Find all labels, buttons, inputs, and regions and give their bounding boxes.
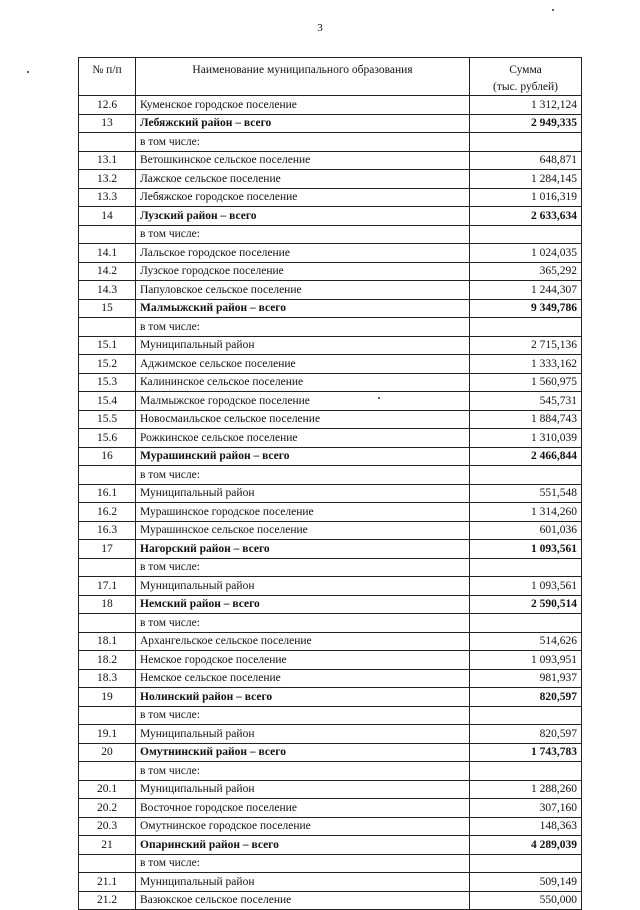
table-row xyxy=(79,780,582,799)
row-number-cell: 13.1 xyxy=(79,151,136,170)
scan-speck-dot xyxy=(27,71,29,73)
row-name-cell: Новосмаильское сельское поселение xyxy=(136,410,470,429)
row-number-cell: 20.2 xyxy=(79,799,136,818)
row-number-cell xyxy=(79,133,136,152)
row-name-cell: Немское городское поселение xyxy=(136,651,470,670)
table-row xyxy=(79,225,582,244)
row-number-cell: 21.2 xyxy=(79,891,136,910)
table-row xyxy=(79,614,582,633)
row-number-cell xyxy=(79,466,136,485)
row-number-cell: 16.2 xyxy=(79,503,136,522)
table-row xyxy=(79,817,582,836)
row-amount-cell: 509,149 xyxy=(470,873,582,892)
row-name-cell: Калининское сельское поселение xyxy=(136,373,470,392)
table-row xyxy=(79,651,582,670)
table-row xyxy=(79,632,582,651)
table-row xyxy=(79,355,582,374)
district-total-row xyxy=(79,743,582,762)
table-row xyxy=(79,170,582,189)
row-amount-cell: 2 715,136 xyxy=(470,336,582,355)
row-name-cell: Нолинский район – всего xyxy=(136,688,470,707)
row-number-cell: 13.3 xyxy=(79,188,136,207)
row-name-cell: в том числе: xyxy=(136,133,470,152)
row-name-cell: Омутнинское городское поселение xyxy=(136,817,470,836)
row-amount-cell xyxy=(470,558,582,577)
row-amount-cell: 1 743,783 xyxy=(470,743,582,762)
district-total-row xyxy=(79,595,582,614)
row-number-cell: 18.3 xyxy=(79,669,136,688)
table-row xyxy=(79,669,582,688)
row-name-cell: Немский район – всего xyxy=(136,595,470,614)
row-name-cell: Восточное городское поселение xyxy=(136,799,470,818)
row-name-cell: Вазюкское сельское поселение xyxy=(136,891,470,910)
row-number-cell: 19.1 xyxy=(79,725,136,744)
row-number-cell: 17.1 xyxy=(79,577,136,596)
row-number-cell: 21 xyxy=(79,836,136,855)
row-number-cell xyxy=(79,762,136,781)
row-name-cell: Лузское городское поселение xyxy=(136,262,470,281)
row-amount-cell xyxy=(470,706,582,725)
row-name-cell: Опаринский район – всего xyxy=(136,836,470,855)
row-amount-cell xyxy=(470,318,582,337)
table-row xyxy=(79,373,582,392)
row-name-cell: Мурашинский район – всего xyxy=(136,447,470,466)
row-name-cell: Омутнинский район – всего xyxy=(136,743,470,762)
table-row xyxy=(79,891,582,910)
row-amount-cell: 1 560,975 xyxy=(470,373,582,392)
row-amount-cell xyxy=(470,762,582,781)
header-sum xyxy=(470,58,582,96)
row-name-cell: Муниципальный район xyxy=(136,780,470,799)
table-row xyxy=(79,762,582,781)
table-row xyxy=(79,96,582,115)
row-amount-cell: 1 024,035 xyxy=(470,244,582,263)
row-number-cell: 18 xyxy=(79,595,136,614)
row-number-cell: 20.3 xyxy=(79,817,136,836)
row-amount-cell xyxy=(470,133,582,152)
table-row xyxy=(79,188,582,207)
row-name-cell: в том числе: xyxy=(136,706,470,725)
table-row xyxy=(79,521,582,540)
row-name-cell: Куменское городское поселение xyxy=(136,96,470,115)
scan-speck-dot xyxy=(552,9,554,11)
row-amount-cell: 550,000 xyxy=(470,891,582,910)
row-amount-cell xyxy=(470,225,582,244)
row-number-cell: 21.1 xyxy=(79,873,136,892)
row-number-cell: 14.3 xyxy=(79,281,136,300)
district-total-row xyxy=(79,447,582,466)
row-number-cell xyxy=(79,558,136,577)
table-row xyxy=(79,558,582,577)
row-name-cell: в том числе: xyxy=(136,225,470,244)
table-row xyxy=(79,392,582,411)
row-number-cell: 15.3 xyxy=(79,373,136,392)
table-row xyxy=(79,336,582,355)
row-name-cell: Аджимское сельское поселение xyxy=(136,355,470,374)
row-amount-cell: 1 093,951 xyxy=(470,651,582,670)
table-row xyxy=(79,281,582,300)
row-name-cell: Муниципальный район xyxy=(136,336,470,355)
row-amount-cell: 1 016,319 xyxy=(470,188,582,207)
row-amount-cell: 551,548 xyxy=(470,484,582,503)
row-amount-cell: 820,597 xyxy=(470,688,582,707)
row-number-cell: 14.2 xyxy=(79,262,136,281)
row-amount-cell: 1 284,145 xyxy=(470,170,582,189)
row-name-cell: Муниципальный район xyxy=(136,873,470,892)
table-row xyxy=(79,151,582,170)
row-number-cell: 18.1 xyxy=(79,632,136,651)
row-name-cell: Муниципальный район xyxy=(136,577,470,596)
table-row xyxy=(79,577,582,596)
row-amount-cell: 9 349,786 xyxy=(470,299,582,318)
row-name-cell: Муниципальный район xyxy=(136,484,470,503)
row-amount-cell: 1 288,260 xyxy=(470,780,582,799)
row-amount-cell: 365,292 xyxy=(470,262,582,281)
row-amount-cell: 2 633,634 xyxy=(470,207,582,226)
row-amount-cell: 1 333,162 xyxy=(470,355,582,374)
row-amount-cell: 514,626 xyxy=(470,632,582,651)
row-number-cell: 12.6 xyxy=(79,96,136,115)
row-name-cell: Малмыжское городское поселение xyxy=(136,392,470,411)
row-amount-cell: 2 590,514 xyxy=(470,595,582,614)
row-name-cell: Мурашинское городское поселение xyxy=(136,503,470,522)
row-number-cell: 13.2 xyxy=(79,170,136,189)
table-row xyxy=(79,873,582,892)
row-number-cell: 15.1 xyxy=(79,336,136,355)
row-name-cell: Малмыжский район – всего xyxy=(136,299,470,318)
row-amount-cell: 601,036 xyxy=(470,521,582,540)
district-total-row xyxy=(79,114,582,133)
header-sum-title: Сумма xyxy=(509,64,542,76)
row-amount-cell: 148,363 xyxy=(470,817,582,836)
row-name-cell: в том числе: xyxy=(136,854,470,873)
row-amount-cell: 648,871 xyxy=(470,151,582,170)
row-number-cell: 15.4 xyxy=(79,392,136,411)
row-name-cell: Немское сельское поселение xyxy=(136,669,470,688)
table-row xyxy=(79,133,582,152)
district-total-row xyxy=(79,688,582,707)
table-row xyxy=(79,318,582,337)
row-amount-cell: 1 093,561 xyxy=(470,577,582,596)
row-name-cell: в том числе: xyxy=(136,614,470,633)
row-amount-cell: 1 312,124 xyxy=(470,96,582,115)
row-number-cell: 16.3 xyxy=(79,521,136,540)
row-number-cell: 18.2 xyxy=(79,651,136,670)
row-name-cell: в том числе: xyxy=(136,318,470,337)
row-name-cell: Муниципальный район xyxy=(136,725,470,744)
header-number: № п/п xyxy=(79,58,136,96)
row-name-cell: Ветошкинское сельское поселение xyxy=(136,151,470,170)
row-number-cell xyxy=(79,706,136,725)
header-sum-unit: (тыс. рублей) xyxy=(492,80,559,93)
table-row xyxy=(79,725,582,744)
table-header-row xyxy=(79,58,582,96)
row-number-cell: 15.6 xyxy=(79,429,136,448)
row-number-cell xyxy=(79,318,136,337)
table-row xyxy=(79,262,582,281)
table-row xyxy=(79,466,582,485)
table-row xyxy=(79,410,582,429)
row-name-cell: в том числе: xyxy=(136,466,470,485)
row-number-cell: 15.5 xyxy=(79,410,136,429)
district-total-row xyxy=(79,836,582,855)
row-number-cell: 16.1 xyxy=(79,484,136,503)
header-name: Наименование муниципального образования xyxy=(136,58,470,96)
table-row xyxy=(79,854,582,873)
row-number-cell: 15.2 xyxy=(79,355,136,374)
district-total-row xyxy=(79,540,582,559)
row-amount-cell: 1 314,260 xyxy=(470,503,582,522)
row-number-cell: 15 xyxy=(79,299,136,318)
row-amount-cell: 1 310,039 xyxy=(470,429,582,448)
district-total-row xyxy=(79,299,582,318)
row-name-cell: Рожкинское сельское поселение xyxy=(136,429,470,448)
row-amount-cell: 2 949,335 xyxy=(470,114,582,133)
budget-allocation-table xyxy=(78,57,582,910)
row-number-cell xyxy=(79,225,136,244)
table-row xyxy=(79,706,582,725)
row-number-cell: 17 xyxy=(79,540,136,559)
table-row xyxy=(79,799,582,818)
row-number-cell: 20.1 xyxy=(79,780,136,799)
table-row xyxy=(79,484,582,503)
row-name-cell: Мурашинское сельское поселение xyxy=(136,521,470,540)
row-amount-cell: 981,937 xyxy=(470,669,582,688)
row-number-cell: 14 xyxy=(79,207,136,226)
row-number-cell xyxy=(79,614,136,633)
row-number-cell: 13 xyxy=(79,114,136,133)
district-total-row xyxy=(79,207,582,226)
table-row xyxy=(79,244,582,263)
row-name-cell: в том числе: xyxy=(136,762,470,781)
row-number-cell xyxy=(79,854,136,873)
row-amount-cell: 545,731 xyxy=(470,392,582,411)
table-body xyxy=(79,96,582,910)
row-amount-cell: 1 093,561 xyxy=(470,540,582,559)
row-amount-cell xyxy=(470,854,582,873)
row-amount-cell xyxy=(470,466,582,485)
row-amount-cell xyxy=(470,614,582,633)
row-name-cell: Нагорский район – всего xyxy=(136,540,470,559)
row-amount-cell: 307,160 xyxy=(470,799,582,818)
row-amount-cell: 820,597 xyxy=(470,725,582,744)
row-amount-cell: 1 244,307 xyxy=(470,281,582,300)
row-name-cell: Лузский район – всего xyxy=(136,207,470,226)
row-number-cell: 14.1 xyxy=(79,244,136,263)
row-name-cell: Архангельское сельское поселение xyxy=(136,632,470,651)
row-name-cell: Лажское сельское поселение xyxy=(136,170,470,189)
row-name-cell: Лебяжское городское поселение xyxy=(136,188,470,207)
row-number-cell: 16 xyxy=(79,447,136,466)
row-name-cell: Лебяжский район – всего xyxy=(136,114,470,133)
row-name-cell: Папуловское сельское поселение xyxy=(136,281,470,300)
page-number: 3 xyxy=(317,22,323,34)
row-name-cell: Лальское городское поселение xyxy=(136,244,470,263)
row-amount-cell: 1 884,743 xyxy=(470,410,582,429)
table-row xyxy=(79,503,582,522)
row-number-cell: 20 xyxy=(79,743,136,762)
row-amount-cell: 4 289,039 xyxy=(470,836,582,855)
row-name-cell: в том числе: xyxy=(136,558,470,577)
table-row xyxy=(79,429,582,448)
row-amount-cell: 2 466,844 xyxy=(470,447,582,466)
row-number-cell: 19 xyxy=(79,688,136,707)
